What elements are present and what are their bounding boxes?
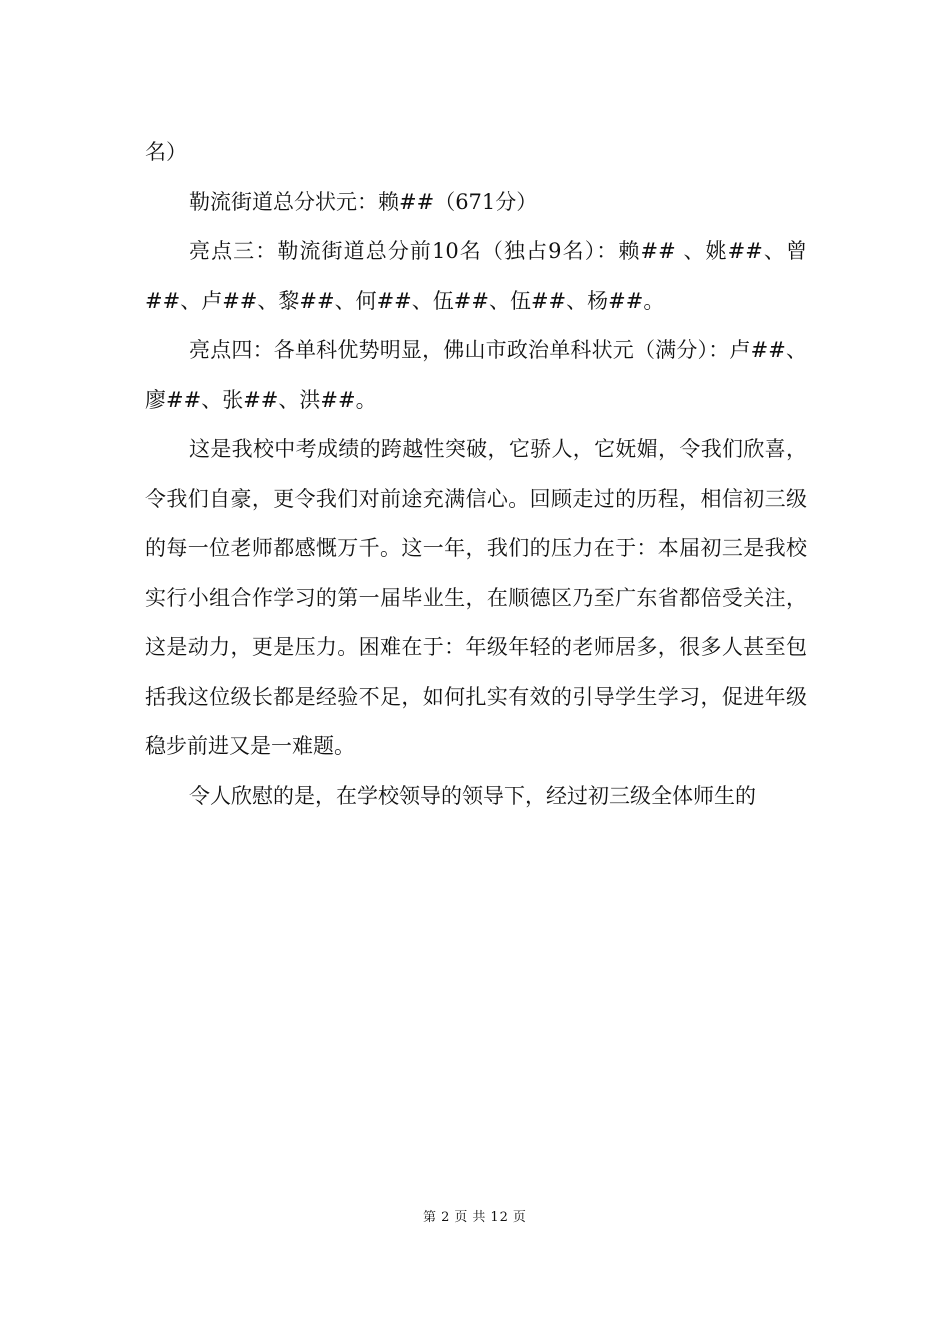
document-body (145, 128, 807, 821)
page-footer (0, 1206, 950, 1225)
paragraph-highlight-four: 亮点四：各单科优势明显，佛山市政治单科状元（满分）：卢##、廖##、张##、洪##。 (145, 338, 807, 412)
footer-suffix: 页 (512, 1210, 527, 1225)
footer-page-label: 页 (454, 1210, 469, 1225)
paragraph-breakthrough: 这是我校中考成绩的跨越性突破，它骄人，它妩媚，令我们欣喜，令我们自豪，更令我们对前途充满信心。回顾走过的历程，相信初三级的每一位老师都感慨万千。这一年，我们的压力在于：本届初三是我校实行小组合作学习的第一届毕业生，在顺德区乃至广东省都倍受关注，这是动力，更是压力。困难在于：年级年轻的老师居多，很多人甚至包括我这位级长都是经验不足，如何扎实有效的引导学生学习，促进年级稳步前进又是一难题。 (145, 437, 807, 758)
footer-total-label: 共 (472, 1210, 487, 1225)
footer-prefix: 第 (423, 1210, 438, 1225)
paragraph-gratifying: 令人欣慰的是，在学校领导的领导下，经过初三级全体师生的 (189, 783, 756, 808)
paragraph-highlight-three: 亮点三：勒流街道总分前10名（独占9名）：赖## 、姚##、曾##、卢##、黎##、何##、伍##、伍##、杨##。 (145, 239, 807, 313)
paragraph-total-champion: 勒流街道总分状元：赖##（671分） (189, 189, 538, 214)
paragraph-continuation: 名） (145, 140, 187, 164)
footer-current-page: 2 (441, 1210, 451, 1225)
footer-total-pages: 12 (490, 1210, 509, 1225)
